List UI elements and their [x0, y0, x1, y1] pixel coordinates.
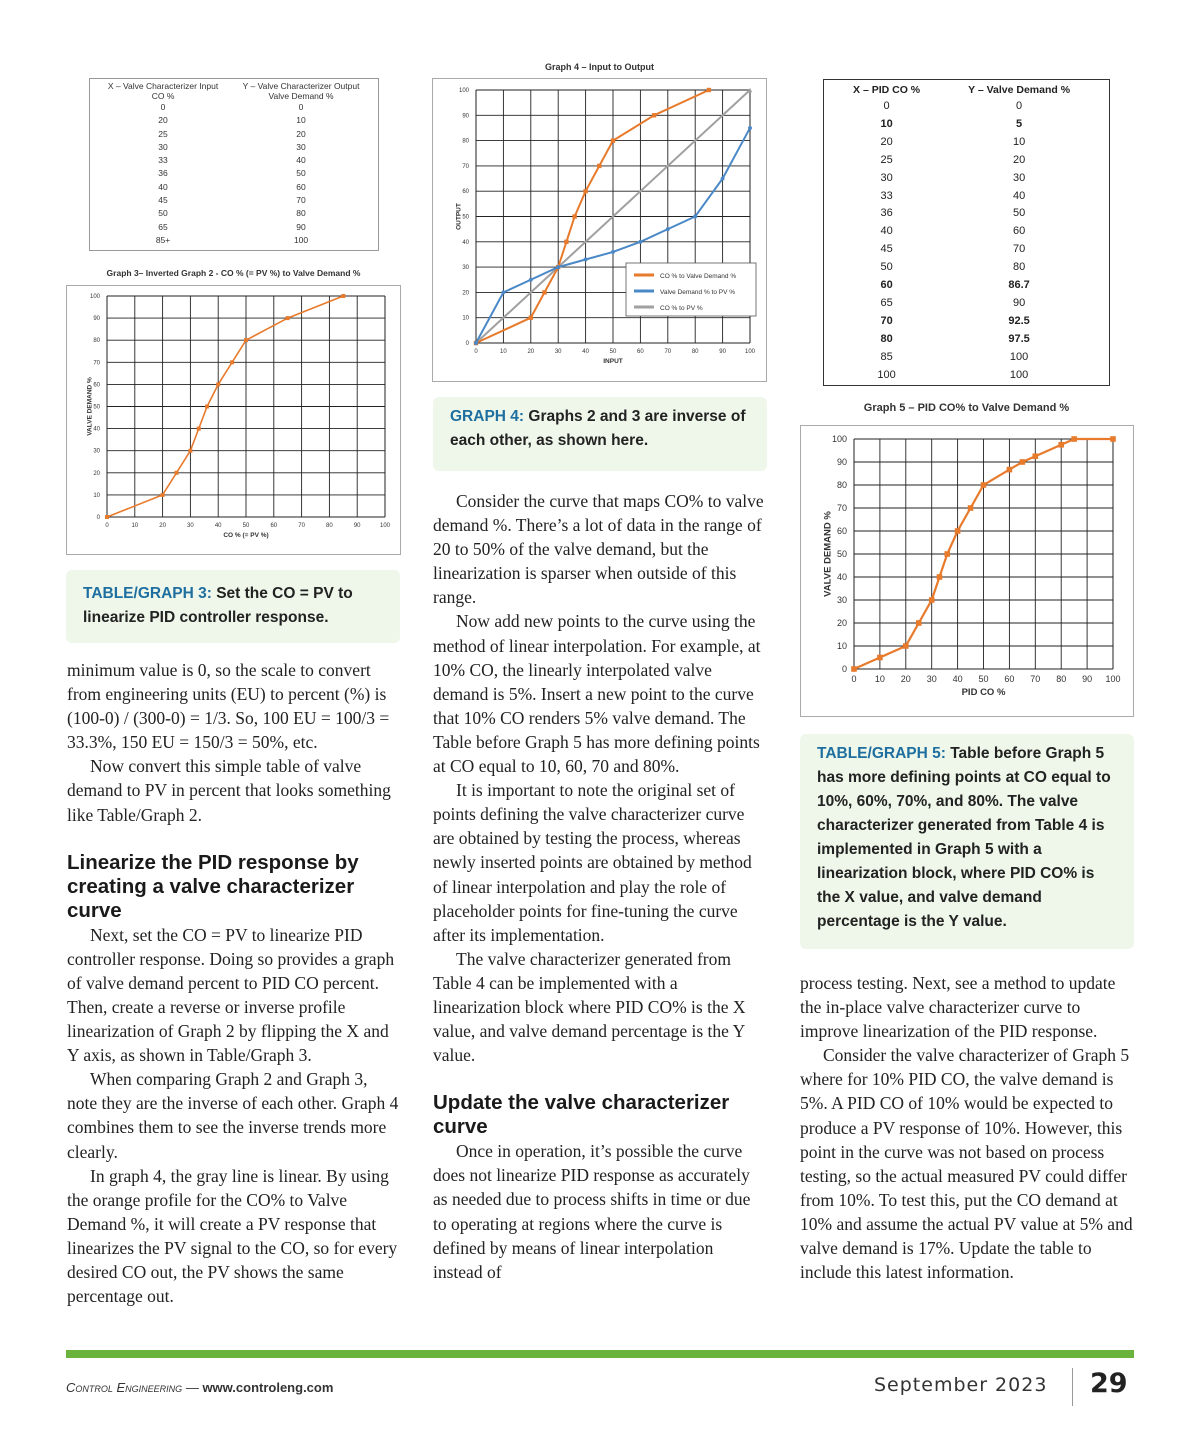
table-cell: 80	[296, 208, 306, 219]
x-tick-label: 80	[1056, 674, 1067, 684]
y-tick-label: 100	[89, 294, 100, 300]
data-point	[556, 265, 560, 269]
data-point	[638, 240, 642, 244]
data-point	[244, 338, 248, 342]
data-point	[916, 620, 922, 626]
y-tick-label: 40	[836, 572, 847, 582]
data-point	[944, 551, 950, 557]
table-cell: 20	[158, 115, 168, 126]
table-cell: 20	[1012, 153, 1026, 166]
table-row	[834, 313, 1099, 331]
data-point	[611, 250, 615, 254]
table-cell: 40	[296, 155, 306, 166]
table-row	[834, 259, 1099, 277]
data-point	[748, 126, 752, 130]
table-3-grid	[96, 79, 372, 247]
graph-3-frame	[66, 285, 401, 555]
y-tick-label: 60	[462, 189, 469, 196]
data-point	[564, 240, 568, 244]
data-point	[286, 316, 290, 320]
x-tick-label: 10	[131, 523, 139, 529]
graph-4-caption	[433, 397, 767, 471]
data-point	[583, 189, 587, 193]
table-cell: 20	[296, 128, 306, 139]
table-cell: 40	[1012, 189, 1026, 202]
data-point	[542, 290, 546, 294]
graph-5-title: Graph 5 – PID CO% to Valve Demand %	[863, 402, 1070, 414]
table-cell: 25	[880, 153, 893, 166]
table-cell: 45	[880, 243, 893, 256]
table-cell: 50	[880, 261, 893, 274]
table-5-grid	[834, 80, 1099, 385]
data-point	[572, 214, 576, 218]
data-point	[216, 382, 220, 386]
footer-magazine	[66, 1380, 333, 1395]
data-point	[341, 294, 345, 298]
graph-3-title: Graph 3– Inverted Graph 2 - CO % (= PV %) to Valve Demand %	[106, 268, 361, 278]
x-tick-label: 40	[214, 523, 222, 529]
footer-divider	[1072, 1368, 1073, 1406]
table-row	[834, 367, 1099, 385]
data-point	[529, 316, 533, 320]
x-tick-label: 50	[978, 674, 989, 684]
table-row	[96, 154, 372, 167]
graph-4-caption-text: Graphs 2 and 3 are inverse of each other, as shown here.	[450, 408, 746, 449]
table-cell: 70	[296, 195, 306, 206]
data-point	[474, 341, 478, 345]
data-point	[693, 215, 697, 219]
table-cell: 40	[880, 225, 893, 238]
x-tick-label: 100	[379, 523, 391, 529]
col1-heading: Linearize the PID response by creating a valve characterizer curve	[67, 850, 359, 922]
table-row	[834, 205, 1099, 223]
table-cell: 80	[880, 332, 893, 345]
x-tick-label: 90	[1082, 674, 1093, 684]
table-cell: 65	[158, 221, 168, 232]
y-tick-label: 30	[836, 595, 847, 605]
x-tick-label: 10	[500, 349, 507, 355]
table-3-header-x: X – Valve Characterizer Input CO %	[107, 81, 219, 101]
y-tick-label: 50	[93, 404, 100, 411]
x-tick-label: 80	[691, 349, 699, 355]
table-cell: 36	[158, 168, 168, 179]
table-cell: 33	[880, 189, 893, 202]
y-tick-label: 90	[836, 457, 847, 467]
y-tick-label: 70	[836, 503, 847, 513]
graph-3-caption-label: TABLE/GRAPH 3:	[83, 585, 212, 602]
table-cell: 0	[883, 100, 890, 112]
table-cell: 100	[1009, 368, 1029, 381]
table-cell: 50	[158, 208, 168, 219]
table-cell: 86.7	[1008, 279, 1030, 292]
data-point	[851, 666, 857, 672]
data-point	[529, 278, 533, 282]
x-tick-label: 20	[159, 523, 166, 529]
y-axis-label: VALVE DEMAND %	[86, 377, 94, 436]
table-cell: 70	[1012, 243, 1026, 256]
data-point	[981, 482, 987, 488]
data-point	[1033, 453, 1039, 459]
y-tick-label: 70	[93, 360, 100, 367]
data-point	[968, 505, 974, 511]
table-cell: 60	[1012, 225, 1026, 238]
table-5-header-y: Y – Valve Demand %	[968, 84, 1071, 96]
data-point	[1110, 436, 1116, 442]
data-point	[1020, 459, 1026, 465]
table-cell: 60	[880, 279, 893, 292]
footer-dash: —	[185, 1380, 199, 1395]
y-tick-label: 0	[465, 341, 469, 347]
table-row	[96, 141, 372, 154]
table-row	[96, 101, 372, 114]
table-cell: 92.5	[1008, 314, 1030, 327]
col3-paragraph-2: Consider the valve characterizer of Graph 5 where for 10% PID CO, the valve demand is 5%. A PID CO of 10% would be expected to produce a PV response of 10%. However, this point in the curve was not based on process testing, so the actual measured PV could differ from 10%. To test this, put the CO demand at 10% and assume the actual PV value at 5% and valve demand is 17%. Update the table to include this latest information.	[800, 1045, 1133, 1283]
col1-paragraph-4: When comparing Graph 2 and Graph 3, note they are the inverse of each other. Graph 4 combines them to see the inverse trends more clearly.	[67, 1069, 399, 1162]
y-tick-label: 30	[93, 448, 100, 455]
table-row	[834, 223, 1099, 241]
x-tick-label: 90	[719, 349, 726, 355]
table-cell: 90	[296, 221, 306, 232]
table-cell: 10	[1012, 135, 1026, 148]
x-tick-label: 0	[851, 674, 857, 684]
graph-5-chart	[801, 426, 1133, 716]
y-tick-label: 80	[462, 138, 469, 145]
data-point	[188, 449, 192, 453]
table-cell: 20	[880, 135, 893, 148]
y-tick-label: 10	[462, 315, 469, 322]
table-row	[96, 234, 372, 247]
table-row	[834, 295, 1099, 313]
col2-paragraph-3: It is important to note the original set of points defining the valve characterizer curve are obtained by testing the process, whereas newly inserted points are obtained by method of linear interpolation and play the role of placeholder points for fine-tuning the curve after its implementation.	[433, 780, 752, 945]
table-cell: 50	[296, 168, 306, 179]
x-tick-label: 30	[187, 523, 194, 529]
table-row	[96, 194, 372, 207]
table-row	[834, 188, 1099, 206]
col2-paragraph-5: Once in operation, it’s possible the curve does not linearize PID response as accurately as needed due to process shifts in time or due to operating at regions where the curve is defined by means of linear interpolation instead of	[433, 1141, 751, 1282]
data-point	[611, 138, 615, 142]
table-row	[834, 134, 1099, 152]
table-cell: 30	[158, 141, 168, 152]
table-row	[96, 181, 372, 194]
graph-5-caption-label: TABLE/GRAPH 5:	[817, 745, 946, 762]
table-cell: 90	[1012, 296, 1026, 309]
x-tick-label: 0	[105, 523, 109, 529]
graph-3-caption-text: Set the CO = PV to linearize PID controller response.	[83, 585, 353, 626]
y-tick-label: 0	[96, 515, 100, 521]
column-1	[67, 658, 401, 1308]
x-tick-label: 0	[474, 349, 478, 355]
x-tick-label: 100	[744, 349, 756, 355]
footer-magazine-name: Control Engineering	[66, 1380, 183, 1395]
table-cell: 100	[877, 368, 896, 381]
data-point	[105, 515, 109, 519]
table-cell: 30	[880, 171, 893, 184]
table-row	[834, 170, 1099, 188]
col2-paragraph-2: Now add new points to the curve using the method of linear interpolation. For example, at 10% CO, the linearly interpolated valve demand is 5%. Insert a new point to the curve that 10% CO renders 5% valve demand. The Table before Graph 5 has more defining points at CO equal to 10, 60, 70 and 80%.	[433, 611, 761, 777]
x-tick-label: 70	[298, 523, 305, 529]
table-5-body	[834, 98, 1099, 385]
table-cell: 45	[158, 195, 168, 206]
data-point	[205, 405, 209, 409]
graph-4-title: Graph 4 – Input to Output	[545, 62, 654, 72]
data-point	[1071, 436, 1077, 442]
y-tick-label: 70	[462, 163, 469, 170]
x-axis-label: PID CO %	[961, 687, 1006, 698]
table-cell: 60	[296, 181, 306, 192]
table-row	[96, 207, 372, 220]
table-cell: 0	[1016, 100, 1023, 112]
data-point	[929, 597, 935, 603]
table-cell: 33	[158, 155, 168, 166]
table-cell: 10	[296, 115, 306, 126]
table-cell: 50	[1012, 207, 1026, 220]
data-point	[197, 427, 201, 431]
data-point	[937, 574, 943, 580]
table-5	[823, 79, 1110, 386]
table-3-header-y: Y – Valve Characterizer Output Valve Demand %	[242, 81, 360, 101]
table-row	[834, 349, 1099, 367]
column-2	[433, 489, 767, 1284]
table-cell: 0	[298, 102, 304, 112]
table-cell: 30	[1012, 171, 1026, 184]
graph-4-frame	[432, 78, 767, 382]
x-tick-label: 60	[637, 349, 644, 355]
footer-rule	[66, 1350, 1134, 1358]
data-point	[721, 177, 725, 181]
x-tick-label: 50	[609, 349, 617, 355]
table-cell: 100	[1009, 350, 1029, 363]
y-tick-label: 20	[836, 618, 847, 628]
data-point	[955, 528, 961, 534]
graph-5-frame	[800, 425, 1134, 717]
data-point	[877, 655, 883, 661]
table-cell: 36	[880, 207, 893, 220]
x-tick-label: 40	[582, 349, 589, 355]
table-cell: 10	[880, 117, 893, 130]
legend-label: Valve Demand % to PV %	[660, 289, 736, 296]
col2-paragraph-4: The valve characterizer generated from Table 4 can be implemented with a linearization block where PID CO% is the X value, and valve demand percentage is the Y value.	[433, 948, 746, 1066]
x-tick-label: 90	[353, 523, 361, 529]
table-row	[96, 114, 372, 127]
y-tick-label: 0	[841, 664, 847, 674]
graph-5-caption	[800, 734, 1134, 949]
x-tick-label: 20	[900, 674, 911, 684]
data-point	[666, 227, 670, 231]
table-cell: 97.5	[1008, 332, 1030, 345]
x-axis-label: CO % (= PV %)	[223, 532, 269, 539]
y-tick-label: 10	[93, 492, 100, 499]
table-row	[834, 98, 1099, 116]
x-tick-label: 50	[242, 523, 250, 529]
x-axis-label: INPUT	[603, 358, 623, 365]
footer-url[interactable]: www.controleng.com	[202, 1380, 334, 1395]
table-row	[834, 331, 1099, 349]
footer-page-number: 29	[1090, 1368, 1128, 1399]
legend-label: CO % to PV %	[660, 305, 703, 312]
x-tick-label: 100	[1105, 674, 1121, 684]
graph-3-chart	[67, 286, 400, 554]
y-tick-label: 60	[836, 526, 847, 536]
table-cell: 5	[1016, 117, 1023, 130]
y-tick-label: 80	[93, 338, 100, 345]
table-3	[89, 78, 379, 251]
data-point	[597, 164, 601, 168]
y-tick-label: 20	[462, 290, 469, 297]
x-tick-label: 80	[326, 523, 333, 529]
y-tick-label: 10	[836, 641, 847, 651]
y-tick-label: 40	[93, 426, 100, 433]
graph-3-caption	[66, 570, 400, 643]
graph-5-caption-text: Table before Graph 5 has more defining points at CO equal to 10%, 60%, 70%, and 80%. The valve characterizer generated from Table 4 is implemented in Graph 5 with a linearization block, where PID CO% is the X value, and valve demand percentage is the Y value.	[817, 745, 1111, 930]
graph-4-chart	[433, 79, 766, 381]
data-point	[584, 258, 588, 262]
x-tick-label: 70	[1030, 674, 1041, 684]
data-point	[707, 88, 711, 92]
table-row	[96, 221, 372, 234]
table-cell: 100	[293, 234, 309, 245]
y-tick-label: 90	[93, 316, 100, 323]
table-row	[96, 128, 372, 141]
graph-4-caption-label: GRAPH 4:	[450, 408, 525, 425]
y-axis-label: OUTPUT	[455, 203, 463, 230]
table-cell: 85+	[155, 234, 171, 245]
col2-paragraph-1: Consider the curve that maps CO% to valve demand %. There’s a lot of data in the range of 20 to 50% of the valve demand, but the linearization is sparser when outside of this range.	[433, 491, 764, 608]
x-tick-label: 30	[926, 674, 937, 684]
col2-heading: Update the valve characterizer curve	[433, 1091, 730, 1139]
x-tick-label: 60	[270, 523, 278, 529]
data-point	[175, 471, 179, 475]
y-tick-label: 100	[831, 434, 847, 444]
footer-date: September 2023	[874, 1374, 1048, 1396]
x-tick-label: 60	[1004, 674, 1015, 684]
y-tick-label: 50	[462, 214, 469, 221]
y-tick-label: 50	[836, 549, 847, 559]
y-tick-label: 20	[93, 470, 100, 477]
col1-paragraph-1: minimum value is 0, so the scale to convert from engineering units (EU) to percent (%) is (100-0) / (300-0) = 1/3. So, 100 EU = 100/3 = 33.3%, 150 EU = 150/3 = 50%, etc.	[67, 660, 390, 753]
x-tick-label: 40	[952, 674, 963, 684]
table-row	[834, 116, 1099, 134]
col1-paragraph-3: Next, set the CO = PV to linearize PID controller response. Doing so provides a graph of valve demand percent to PID CO percent. Then, create a reverse or inverse profile linearization of Graph 2 by flipping the X and Y axis, as shown in Table/Graph 3.	[67, 924, 395, 1066]
data-point	[903, 643, 909, 649]
x-tick-label: 30	[554, 349, 562, 355]
x-tick-label: 70	[664, 349, 672, 355]
y-axis-label: VALVE DEMAND %	[822, 511, 834, 597]
y-tick-label: 40	[462, 239, 469, 246]
x-tick-label: 20	[527, 349, 535, 355]
table-cell: 25	[158, 128, 168, 139]
data-point	[161, 493, 165, 497]
data-point	[1058, 442, 1064, 448]
table-row	[834, 152, 1099, 170]
y-tick-label: 100	[458, 88, 469, 94]
table-cell: 70	[880, 314, 893, 327]
col1-paragraph-2: Now convert this simple table of valve demand to PV in percent that looks something like Table/Graph 2.	[67, 756, 391, 825]
table-cell: 80	[1012, 261, 1026, 274]
y-tick-label: 90	[462, 113, 469, 120]
table-3-body	[96, 101, 372, 247]
table-row	[96, 167, 372, 180]
col1-paragraph-5: In graph 4, the gray line is linear. By using the orange profile for the CO% to Valve Demand %, it will create a PV response that linearizes the PV signal to the CO, so for every desired CO out, the PV shows the same percentage out.	[67, 1165, 398, 1307]
data-point	[652, 113, 656, 117]
y-tick-label: 80	[836, 480, 847, 490]
table-cell: 40	[158, 181, 168, 192]
table-cell: 30	[296, 141, 306, 152]
column-3	[800, 971, 1134, 1284]
data-point	[230, 360, 234, 364]
table-cell: 85	[880, 350, 893, 363]
y-tick-label: 60	[93, 382, 100, 389]
data-point	[501, 290, 505, 294]
y-tick-label: 30	[462, 265, 469, 272]
table-row	[834, 277, 1099, 295]
table-5-header-x: X – PID CO %	[853, 84, 921, 96]
x-tick-label: 10	[874, 674, 885, 684]
table-cell: 65	[880, 296, 893, 309]
col3-paragraph-1: process testing. Next, see a method to update the in-place valve characterizer curve to improve linearization of the PID response.	[800, 973, 1116, 1042]
legend-label: CO % to Valve Demand %	[660, 273, 737, 280]
table-row	[834, 241, 1099, 259]
table-cell: 0	[160, 102, 166, 112]
data-point	[1007, 467, 1013, 473]
